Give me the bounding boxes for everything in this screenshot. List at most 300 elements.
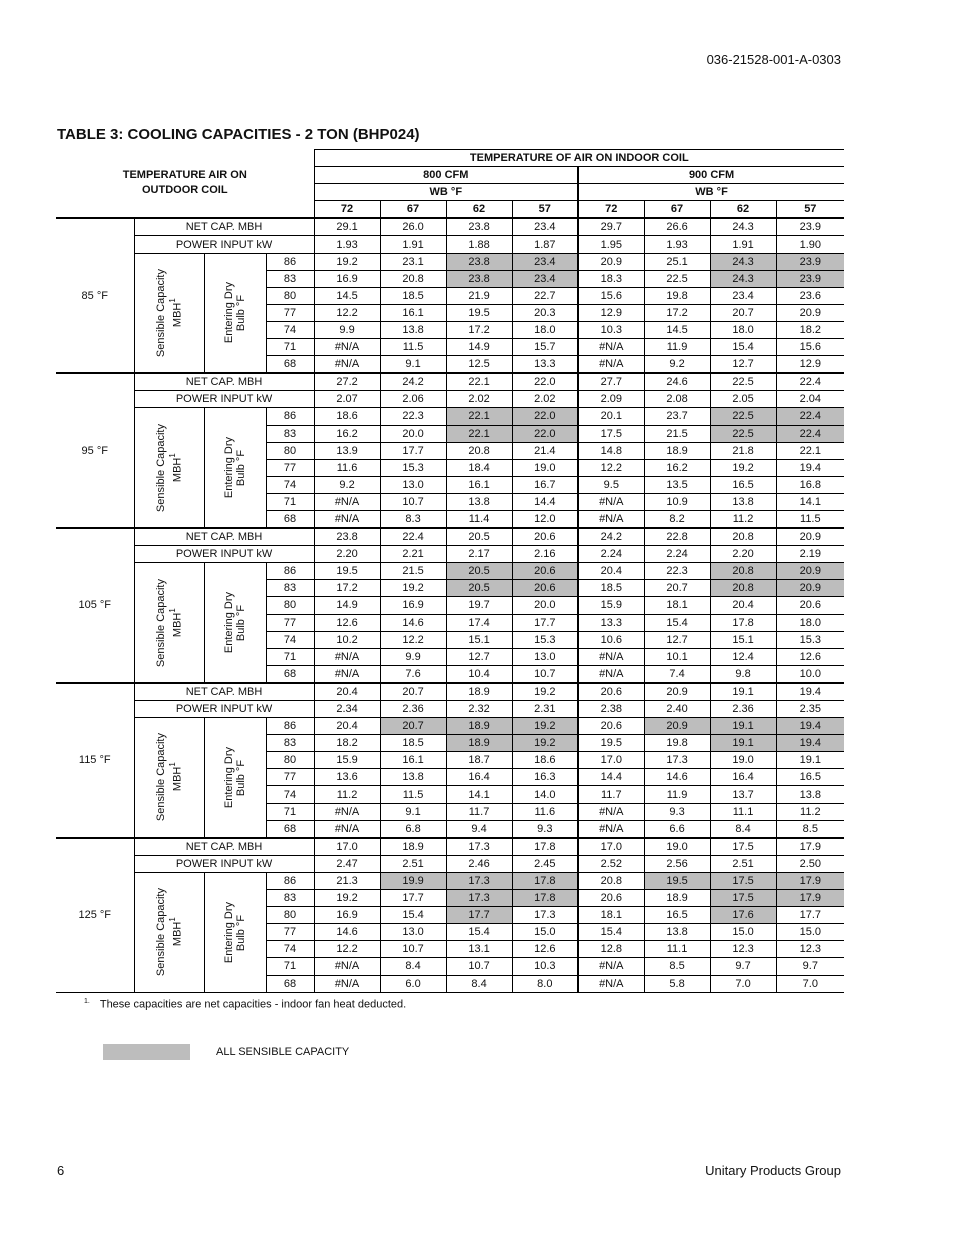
value-cell: 1.95 <box>578 236 644 253</box>
value-cell: 2.24 <box>578 546 644 563</box>
outdoor-coil-header: TEMPERATURE AIR ON OUTDOOR COIL <box>56 150 314 219</box>
db-value: 77 <box>266 924 314 941</box>
entering-unit-text: Bulb °F <box>235 449 247 486</box>
value-cell: 15.0 <box>710 924 776 941</box>
db-value: 71 <box>266 648 314 665</box>
power-input-label: POWER INPUT kW <box>134 236 314 253</box>
value-cell: 2.17 <box>446 546 512 563</box>
sensible-capacity-label <box>134 563 204 683</box>
value-cell: 1.93 <box>314 236 380 253</box>
db-value: 71 <box>266 339 314 356</box>
value-cell: 23.4 <box>512 253 578 270</box>
entering-dry-bulb-label <box>204 718 266 838</box>
value-cell: 9.7 <box>776 958 844 975</box>
value-cell: #N/A <box>314 820 380 838</box>
value-cell: 12.2 <box>314 304 380 321</box>
value-cell: 22.5 <box>710 408 776 425</box>
value-cell: 13.5 <box>644 476 710 493</box>
db-value: 71 <box>266 803 314 820</box>
value-cell: 18.2 <box>776 321 844 338</box>
value-cell: 20.6 <box>512 563 578 580</box>
db-value: 71 <box>266 958 314 975</box>
value-cell: 9.8 <box>710 665 776 683</box>
value-cell: 20.7 <box>710 304 776 321</box>
value-cell: 8.0 <box>512 975 578 992</box>
entering-dry-bulb-label <box>204 563 266 683</box>
value-cell: 27.7 <box>578 373 644 391</box>
table-row <box>56 855 844 872</box>
value-cell: 12.3 <box>710 941 776 958</box>
value-cell: 10.7 <box>380 493 446 510</box>
db-value: 74 <box>266 786 314 803</box>
value-cell: 23.8 <box>446 270 512 287</box>
value-cell: 17.3 <box>512 907 578 924</box>
db-value: 68 <box>266 820 314 838</box>
value-cell: #N/A <box>578 958 644 975</box>
value-cell: 8.2 <box>644 510 710 528</box>
value-cell: 14.9 <box>314 597 380 614</box>
value-cell: 21.4 <box>512 442 578 459</box>
db-value: 83 <box>266 890 314 907</box>
value-cell: 17.0 <box>578 752 644 769</box>
value-cell: 2.56 <box>644 855 710 872</box>
db-value: 68 <box>266 510 314 528</box>
value-cell: 18.6 <box>314 408 380 425</box>
value-cell: 12.7 <box>644 631 710 648</box>
value-cell: 11.7 <box>578 786 644 803</box>
value-cell: 20.4 <box>710 597 776 614</box>
value-cell: 16.5 <box>644 907 710 924</box>
value-cell: 15.4 <box>446 924 512 941</box>
value-cell: 20.7 <box>644 580 710 597</box>
sensible-capacity-label <box>134 253 204 373</box>
value-cell: 19.9 <box>380 872 446 889</box>
value-cell: 17.5 <box>710 838 776 856</box>
company-name: Unitary Products Group <box>705 1163 841 1178</box>
value-cell: 14.4 <box>578 769 644 786</box>
value-cell: 22.4 <box>776 425 844 442</box>
value-cell: #N/A <box>314 493 380 510</box>
value-cell: 12.7 <box>446 648 512 665</box>
value-cell: 20.9 <box>776 528 844 546</box>
value-cell: 12.3 <box>776 941 844 958</box>
value-cell: 18.6 <box>512 752 578 769</box>
value-cell: 20.6 <box>776 597 844 614</box>
value-cell: 15.6 <box>776 339 844 356</box>
value-cell: 20.4 <box>314 718 380 735</box>
net-cap-label: NET CAP. MBH <box>134 683 314 701</box>
table-row <box>56 236 844 253</box>
value-cell: 2.51 <box>380 855 446 872</box>
footnote-text: These capacities are net capacities - indoor fan heat deducted. <box>99 998 407 1011</box>
value-cell: 2.36 <box>380 701 446 718</box>
db-value: 74 <box>266 321 314 338</box>
value-cell: 20.6 <box>578 718 644 735</box>
power-input-label: POWER INPUT kW <box>134 701 314 718</box>
value-cell: 11.1 <box>710 803 776 820</box>
value-cell: 11.5 <box>380 786 446 803</box>
value-cell: 20.9 <box>776 580 844 597</box>
value-cell: 11.5 <box>776 510 844 528</box>
value-cell: 15.7 <box>512 339 578 356</box>
value-cell: 23.8 <box>446 218 512 236</box>
value-cell: 18.0 <box>776 614 844 631</box>
value-cell: 16.1 <box>446 476 512 493</box>
value-cell: 19.2 <box>512 735 578 752</box>
value-cell: 7.0 <box>710 975 776 992</box>
value-cell: 20.6 <box>512 528 578 546</box>
value-cell: 15.4 <box>578 924 644 941</box>
value-cell: 13.0 <box>380 924 446 941</box>
value-cell: 17.0 <box>578 838 644 856</box>
value-cell: 13.0 <box>512 648 578 665</box>
wb-header: WB °F <box>578 184 844 201</box>
value-cell: 13.8 <box>776 786 844 803</box>
value-cell: 22.5 <box>710 373 776 391</box>
value-cell: 2.09 <box>578 391 644 408</box>
value-cell: 14.1 <box>776 493 844 510</box>
power-input-label: POWER INPUT kW <box>134 391 314 408</box>
value-cell: #N/A <box>578 975 644 992</box>
entering-unit-text: Bulb °F <box>235 294 247 331</box>
value-cell: 17.9 <box>776 838 844 856</box>
value-cell: 20.4 <box>314 683 380 701</box>
value-cell: 23.6 <box>776 287 844 304</box>
value-cell: 20.8 <box>710 528 776 546</box>
value-cell: 16.4 <box>446 769 512 786</box>
value-cell: 23.8 <box>446 253 512 270</box>
value-cell: 9.3 <box>512 820 578 838</box>
value-cell: #N/A <box>578 356 644 374</box>
value-cell: 20.8 <box>710 580 776 597</box>
value-cell: 14.5 <box>314 287 380 304</box>
value-cell: 22.8 <box>644 528 710 546</box>
legend-label: ALL SENSIBLE CAPACITY <box>216 1046 350 1058</box>
value-cell: 2.04 <box>776 391 844 408</box>
value-cell: 23.4 <box>512 218 578 236</box>
value-cell: 12.6 <box>512 941 578 958</box>
value-cell: 29.7 <box>578 218 644 236</box>
value-cell: 12.2 <box>380 631 446 648</box>
value-cell: 11.6 <box>314 459 380 476</box>
sensible-capacity-label <box>134 718 204 838</box>
value-cell: 17.2 <box>446 321 512 338</box>
value-cell: 14.6 <box>380 614 446 631</box>
value-cell: 17.2 <box>314 580 380 597</box>
value-cell: 2.24 <box>644 546 710 563</box>
value-cell: 19.2 <box>380 580 446 597</box>
value-cell: 2.19 <box>776 546 844 563</box>
value-cell: 17.7 <box>512 614 578 631</box>
db-value: 86 <box>266 718 314 735</box>
value-cell: 16.2 <box>314 425 380 442</box>
db-value: 77 <box>266 614 314 631</box>
header-row <box>56 150 844 167</box>
value-cell: 19.1 <box>710 718 776 735</box>
value-cell: 11.7 <box>446 803 512 820</box>
value-cell: 2.16 <box>512 546 578 563</box>
value-cell: 12.5 <box>446 356 512 374</box>
entering-label-text: Entering Dry <box>223 901 235 963</box>
value-cell: 19.2 <box>314 253 380 270</box>
db-value: 74 <box>266 476 314 493</box>
value-cell: 20.9 <box>644 718 710 735</box>
value-cell: 22.7 <box>512 287 578 304</box>
value-cell: 20.9 <box>644 683 710 701</box>
value-cell: 2.02 <box>512 391 578 408</box>
value-cell: 17.2 <box>644 304 710 321</box>
table-row <box>56 546 844 563</box>
value-cell: 13.3 <box>512 356 578 374</box>
value-cell: 16.3 <box>512 769 578 786</box>
value-cell: 17.8 <box>512 872 578 889</box>
db-value: 83 <box>266 735 314 752</box>
value-cell: 14.1 <box>446 786 512 803</box>
db-value: 86 <box>266 408 314 425</box>
value-cell: 10.7 <box>512 665 578 683</box>
value-cell: 18.1 <box>644 597 710 614</box>
value-cell: 18.3 <box>578 270 644 287</box>
value-cell: 2.47 <box>314 855 380 872</box>
value-cell: 20.8 <box>446 442 512 459</box>
value-cell: 24.2 <box>380 373 446 391</box>
value-cell: 20.9 <box>578 253 644 270</box>
entering-label-text: Entering Dry <box>223 592 235 654</box>
value-cell: 11.5 <box>380 339 446 356</box>
value-cell: 19.8 <box>644 735 710 752</box>
value-cell: 20.6 <box>512 580 578 597</box>
value-cell: 15.1 <box>710 631 776 648</box>
value-cell: 20.7 <box>380 683 446 701</box>
value-cell: 18.5 <box>578 580 644 597</box>
value-cell: 17.6 <box>710 907 776 924</box>
sensible-unit-text: MBH <box>171 612 184 638</box>
value-cell: 22.0 <box>512 373 578 391</box>
value-cell: 24.3 <box>710 218 776 236</box>
value-cell: 1.87 <box>512 236 578 253</box>
value-cell: 2.36 <box>710 701 776 718</box>
table-row <box>56 563 844 580</box>
db-value: 86 <box>266 563 314 580</box>
value-cell: 20.8 <box>380 270 446 287</box>
value-cell: 16.1 <box>380 304 446 321</box>
value-cell: 17.7 <box>380 442 446 459</box>
value-cell: 8.4 <box>380 958 446 975</box>
value-cell: 13.8 <box>644 924 710 941</box>
value-cell: 11.9 <box>644 786 710 803</box>
value-cell: 15.3 <box>776 631 844 648</box>
cfm-800-header: 800 CFM <box>314 167 578 184</box>
value-cell: 19.5 <box>446 304 512 321</box>
value-cell: 19.1 <box>710 683 776 701</box>
entering-dry-bulb-label <box>204 872 266 992</box>
value-cell: 18.9 <box>446 735 512 752</box>
value-cell: 20.1 <box>578 408 644 425</box>
db-value: 71 <box>266 493 314 510</box>
value-cell: 12.8 <box>578 941 644 958</box>
value-cell: 14.6 <box>314 924 380 941</box>
sensible-unit-text: MBH <box>171 922 184 947</box>
value-cell: 11.1 <box>644 941 710 958</box>
value-cell: 26.6 <box>644 218 710 236</box>
value-cell: 9.2 <box>314 476 380 493</box>
net-cap-label: NET CAP. MBH <box>134 528 314 546</box>
value-cell: 11.2 <box>314 786 380 803</box>
value-cell: 18.5 <box>380 735 446 752</box>
value-cell: 16.7 <box>512 476 578 493</box>
value-cell: #N/A <box>578 665 644 683</box>
entering-unit-text: Bulb °F <box>235 604 247 641</box>
value-cell: 16.1 <box>380 752 446 769</box>
outdoor-temp-label: 85 °F <box>56 218 134 373</box>
value-cell: 19.7 <box>446 597 512 614</box>
value-cell: 17.9 <box>776 890 844 907</box>
sensible-label-text: Sensible Capacity <box>154 268 167 357</box>
value-cell: 17.9 <box>776 872 844 889</box>
value-cell: 9.7 <box>710 958 776 975</box>
value-cell: 15.9 <box>314 752 380 769</box>
value-cell: 27.2 <box>314 373 380 391</box>
entering-label-text: Entering Dry <box>223 437 235 499</box>
sensible-capacity-label <box>134 408 204 528</box>
db-value: 86 <box>266 872 314 889</box>
value-cell: 10.3 <box>512 958 578 975</box>
value-cell: 9.1 <box>380 356 446 374</box>
value-cell: 13.8 <box>446 493 512 510</box>
value-cell: 6.0 <box>380 975 446 992</box>
value-cell: 2.32 <box>446 701 512 718</box>
db-value: 77 <box>266 304 314 321</box>
value-cell: 14.9 <box>446 339 512 356</box>
page-number: 6 <box>57 1163 65 1178</box>
value-cell: 12.2 <box>314 941 380 958</box>
value-cell: 19.4 <box>776 718 844 735</box>
entering-unit-text: Bulb °F <box>235 914 247 951</box>
value-cell: 23.9 <box>776 270 844 287</box>
value-cell: 10.9 <box>644 493 710 510</box>
indoor-coil-header: TEMPERATURE OF AIR ON INDOOR COIL <box>314 150 844 167</box>
table-row <box>56 838 844 856</box>
value-cell: 5.8 <box>644 975 710 992</box>
value-cell: 19.5 <box>578 735 644 752</box>
value-cell: 9.1 <box>380 803 446 820</box>
value-cell: 2.34 <box>314 701 380 718</box>
value-cell: 19.0 <box>644 838 710 856</box>
value-cell: 8.5 <box>644 958 710 975</box>
value-cell: #N/A <box>578 493 644 510</box>
value-cell: 16.5 <box>776 769 844 786</box>
sensible-label-text: Sensible Capacity <box>154 423 167 512</box>
value-cell: 21.3 <box>314 872 380 889</box>
value-cell: #N/A <box>578 339 644 356</box>
value-cell: 20.0 <box>512 597 578 614</box>
value-cell: 20.8 <box>710 563 776 580</box>
value-cell: 8.4 <box>446 975 512 992</box>
value-cell: 20.5 <box>446 528 512 546</box>
value-cell: 19.4 <box>776 459 844 476</box>
entering-unit-text: Bulb °F <box>235 759 247 796</box>
value-cell: 16.9 <box>380 597 446 614</box>
table-row <box>56 408 844 425</box>
value-cell: 2.45 <box>512 855 578 872</box>
value-cell: 22.1 <box>446 408 512 425</box>
value-cell: 15.4 <box>380 907 446 924</box>
entering-dry-bulb-label <box>204 408 266 528</box>
value-cell: #N/A <box>314 975 380 992</box>
value-cell: 7.0 <box>776 975 844 992</box>
value-cell: 21.5 <box>380 563 446 580</box>
wb-header: WB °F <box>314 184 578 201</box>
value-cell: 15.0 <box>512 924 578 941</box>
value-cell: 20.5 <box>446 563 512 580</box>
value-cell: 24.3 <box>710 253 776 270</box>
value-cell: 18.9 <box>644 890 710 907</box>
value-cell: 14.8 <box>578 442 644 459</box>
value-cell: 11.2 <box>710 510 776 528</box>
footnote-marker: 1. <box>84 998 90 1005</box>
value-cell: 19.8 <box>644 287 710 304</box>
value-cell: 19.0 <box>512 459 578 476</box>
value-cell: 17.3 <box>446 872 512 889</box>
value-cell: 13.7 <box>710 786 776 803</box>
value-cell: 9.3 <box>644 803 710 820</box>
sensible-unit-text: MBH <box>171 302 184 328</box>
value-cell: 18.5 <box>380 287 446 304</box>
value-cell: 19.2 <box>512 718 578 735</box>
value-cell: 1.93 <box>644 236 710 253</box>
wb-value-header: 72 <box>314 201 380 219</box>
value-cell: #N/A <box>314 510 380 528</box>
outdoor-temp-label: 95 °F <box>56 373 134 528</box>
cfm-900-header: 900 CFM <box>578 167 844 184</box>
value-cell: 13.0 <box>380 476 446 493</box>
value-cell: 10.7 <box>446 958 512 975</box>
value-cell: 2.08 <box>644 391 710 408</box>
value-cell: 12.9 <box>578 304 644 321</box>
value-cell: 2.05 <box>710 391 776 408</box>
document-number: 036-21528-001-A-0303 <box>706 52 841 67</box>
value-cell: 14.6 <box>644 769 710 786</box>
table-row <box>56 391 844 408</box>
value-cell: 19.1 <box>776 752 844 769</box>
db-value: 77 <box>266 459 314 476</box>
value-cell: 17.3 <box>644 752 710 769</box>
value-cell: #N/A <box>314 356 380 374</box>
value-cell: 2.50 <box>776 855 844 872</box>
value-cell: 21.5 <box>644 425 710 442</box>
db-value: 74 <box>266 631 314 648</box>
value-cell: 13.1 <box>446 941 512 958</box>
value-cell: 10.4 <box>446 665 512 683</box>
value-cell: 20.8 <box>578 872 644 889</box>
value-cell: 18.0 <box>710 321 776 338</box>
sensible-label-text: Sensible Capacity <box>154 733 167 822</box>
value-cell: 2.51 <box>710 855 776 872</box>
value-cell: 2.46 <box>446 855 512 872</box>
value-cell: #N/A <box>578 510 644 528</box>
value-cell: 23.4 <box>512 270 578 287</box>
value-cell: 23.9 <box>776 218 844 236</box>
outdoor-temp-label: 115 °F <box>56 683 134 838</box>
value-cell: #N/A <box>314 665 380 683</box>
outdoor-temp-label: 105 °F <box>56 528 134 683</box>
db-value: 74 <box>266 941 314 958</box>
wb-value-header: 62 <box>710 201 776 219</box>
value-cell: 18.1 <box>578 907 644 924</box>
value-cell: 14.4 <box>512 493 578 510</box>
value-cell: 13.9 <box>314 442 380 459</box>
db-value: 80 <box>266 442 314 459</box>
